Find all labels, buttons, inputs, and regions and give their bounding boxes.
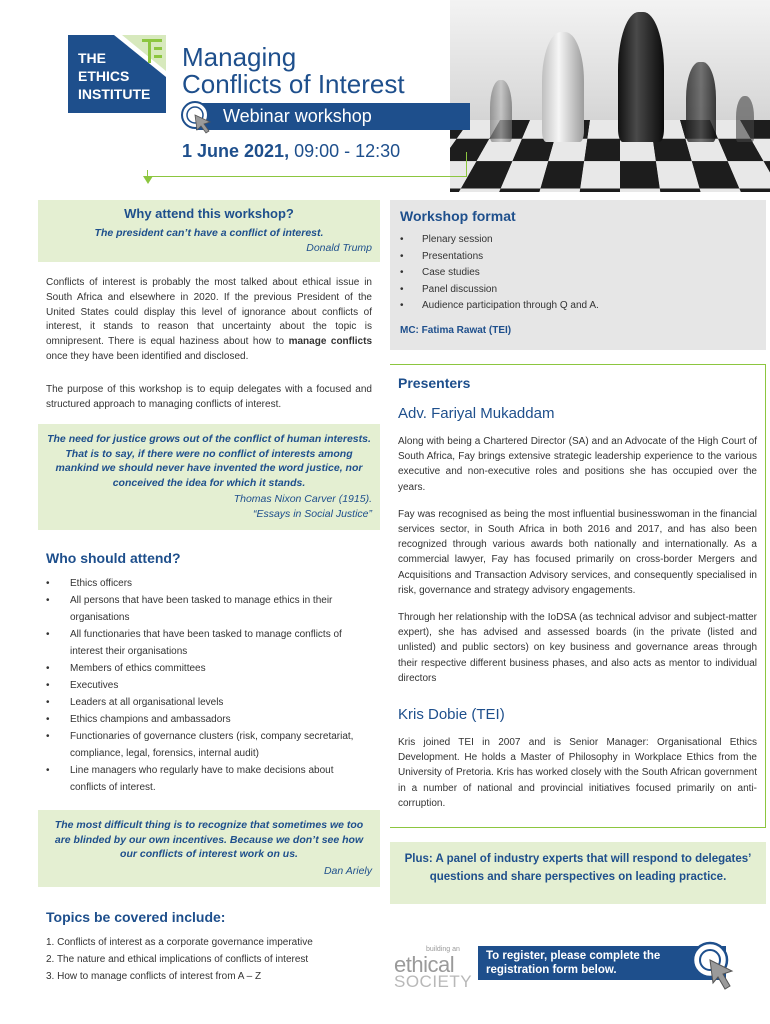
list-item: 3. How to manage conflicts of interest from A – Z xyxy=(46,970,262,982)
chess-piece xyxy=(736,96,754,142)
purpose-paragraph: The purpose of this workshop is to equip delegates with a focused and structured approach to managing conflicts of interest. xyxy=(46,383,372,410)
chess-piece-black xyxy=(618,12,664,142)
why-attend-box xyxy=(38,200,380,262)
list-item: • Plenary session xyxy=(400,232,756,249)
register-banner[interactable] xyxy=(478,946,726,980)
quote-author: Donald Trump xyxy=(306,242,372,254)
presenters-box xyxy=(390,364,766,828)
section-heading: Why attend this workshop? xyxy=(124,206,294,221)
date-text: 1 June 2021, xyxy=(182,141,290,161)
topics-list xyxy=(38,934,380,985)
title-line: Conflicts of Interest xyxy=(182,69,405,99)
left-column xyxy=(38,200,380,985)
intro-paragraph: Conflicts of interest is probably the most talked about ethical issue in South Africa and elsewhere in 2020. If the previous President of the United States could display this level of ignorance about conflicts of interest, it stands to reason that uncertainty about the topic is omnipresent. There is equal haziness about how to manage conflicts once they have been identified and disclosed. xyxy=(46,277,373,362)
mc-label: MC: Fatima Rawat (TEI) xyxy=(400,324,512,336)
quote-box-carver xyxy=(38,424,380,530)
list-item: • Ethics champions and ambassadors xyxy=(46,711,372,728)
list-item: • Executives xyxy=(46,677,372,694)
presenter-bio: Along with being a Chartered Director (SA) and an Advocate of the High Court of South Africa, Fay brings extensive strategic leadership experience to the various executive and non-executive roles and positions she has occupied over the years. xyxy=(398,436,757,493)
presenter-bio: Kris joined TEI in 2007 and is Senior Manager: Organisational Ethics Development. He holds a Master of Philosophy in Workplace Ethics from the University of Pretoria. Kris has worked closely with the South African government in a number of national and provincial initiatives focused primarily on anti-corruption. xyxy=(398,737,757,809)
list-item: • All functionaries that have been tasked to manage conflicts of interest their organisations xyxy=(46,626,372,660)
arrow-down-icon xyxy=(143,176,153,184)
quote-box-ariely xyxy=(38,810,380,887)
list-item: • Presentations xyxy=(400,249,756,266)
workshop-format-box xyxy=(390,200,766,350)
logo-line: THE xyxy=(78,50,106,66)
plus-panel-box xyxy=(390,842,766,904)
section-heading: Topics be covered include: xyxy=(46,908,226,925)
list-item: • Audience participation through Q and A. xyxy=(400,298,756,315)
list-item: • Members of ethics committees xyxy=(46,660,372,677)
plus-text: Plus: A panel of industry experts that will respond to delegates’ questions and share perspectives on leading practice. xyxy=(404,853,752,884)
quote-source: “Essays in Social Justice” xyxy=(252,508,372,521)
logo-line: ETHICS xyxy=(78,68,130,84)
chess-piece xyxy=(490,80,512,142)
presenter-bio: Through her relationship with the IoDSA (as technical advisor and subject-matter expert), she has advised and assessed boards (in the private (listed and unlisted) and public sectors) on key business and governance areas through their respective different business phases, and also acts as mentor to individual directors xyxy=(398,612,757,684)
time-text: 09:00 - 12:30 xyxy=(289,141,401,161)
register-text: To register, please complete the registration form below. xyxy=(486,950,661,976)
list-item: 2. The nature and ethical implications of conflicts of interest xyxy=(46,953,309,965)
quote-author: Thomas Nixon Carver (1915). xyxy=(233,493,372,506)
cursor-click-icon xyxy=(180,100,214,134)
list-item: • Case studies xyxy=(400,265,756,282)
tei-mark-icon xyxy=(114,35,166,77)
emphasis-text: manage conflicts xyxy=(288,336,373,348)
list-item: • All persons that have been tasked to manage ethics in their organisations xyxy=(46,592,372,626)
presenter-name: Adv. Fariyal Mukaddam xyxy=(398,405,555,422)
list-item: 1. Conflicts of interest as a corporate governance imperative xyxy=(46,936,313,948)
presenter-name: Kris Dobie (TEI) xyxy=(398,706,505,724)
divider xyxy=(148,176,466,177)
event-date xyxy=(182,141,400,162)
webinar-label: Webinar workshop xyxy=(223,106,372,126)
quote-text: The president can’t have a conflict of interest. xyxy=(94,227,324,239)
cursor-click-icon xyxy=(690,940,736,996)
quote-text: The most difficult thing is to recognize that sometimes we too are blinded by our own incentives. Because we don’t see how our conflicts of interest work on us. xyxy=(54,819,364,861)
list-item: • Line managers who regularly have to make decisions about conflicts of interest. xyxy=(46,762,372,796)
logo-line: INSTITUTE xyxy=(78,86,151,102)
section-heading: Presenters xyxy=(398,375,471,391)
divider xyxy=(466,152,467,177)
attendee-list xyxy=(38,575,380,796)
list-item: • Ethics officers xyxy=(46,575,372,592)
list-item: • Leaders at all organisational levels xyxy=(46,694,372,711)
quote-author: Dan Ariely xyxy=(323,864,372,877)
format-list xyxy=(400,232,756,315)
chess-piece-white xyxy=(542,32,584,142)
section-heading: Workshop format xyxy=(400,208,516,224)
title-line: Managing xyxy=(182,42,297,72)
page-title xyxy=(182,44,405,98)
webinar-banner xyxy=(196,103,470,130)
ethical-society-logo: building an ethical SOCIETY xyxy=(394,946,473,991)
list-item: • Panel discussion xyxy=(400,282,756,299)
section-heading: Who should attend? xyxy=(46,550,181,567)
presenter-bio: Fay was recognised as being the most influential businesswoman in the financial services sector, in South Africa in both 2016 and 2017, and has also been recognized through various awards both nationally and internationally. As a commercial lawyer, Fay has focused primarily on cross-border Mergers and Acquisitions and Transaction Advisory services, and consequently specialised in risk, governance and strategy advisory engagements. xyxy=(398,508,757,596)
list-item: • Functionaries of governance clusters (risk, company secretariat, compliance, legal, forensics, internal audit) xyxy=(46,728,372,762)
quote-text: The need for justice grows out of the conflict of human interests. That is to say, if there were no conflict of interests among mankind we should never have invented the word justice, nor conceived the idea for which it stands. xyxy=(47,433,371,489)
chess-piece xyxy=(686,62,716,142)
right-column xyxy=(390,200,766,904)
register-row xyxy=(390,940,766,996)
chess-photo xyxy=(450,0,770,192)
